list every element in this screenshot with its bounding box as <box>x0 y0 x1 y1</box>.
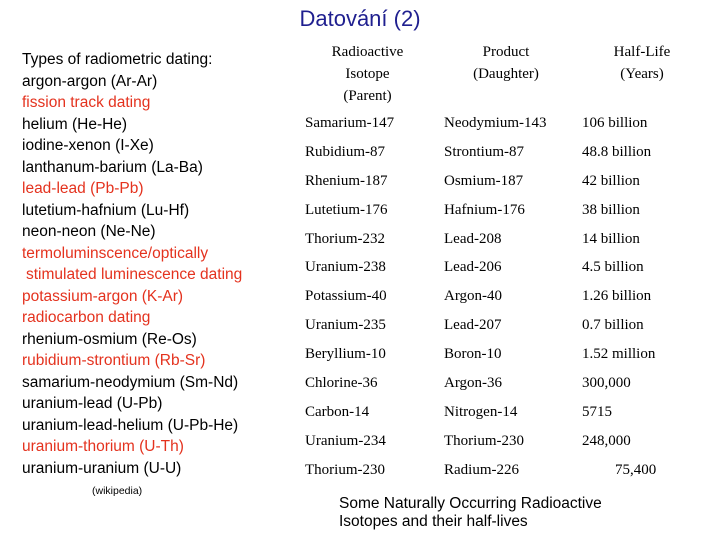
cell-parent: Lutetium-176 <box>305 201 388 218</box>
table-row <box>298 311 709 340</box>
cell-parent: Uranium-235 <box>305 317 386 334</box>
header-parent-line: Isotope <box>345 65 390 82</box>
cell-daughter: Strontium-87 <box>444 143 525 160</box>
header-half-life-line: (Years) <box>620 65 664 82</box>
list-item: uranium-uranium (U-U) <box>22 459 182 477</box>
cell-parent: Thorium-232 <box>305 230 385 247</box>
list-item: rubidium-strontium (Rb-Sr) <box>22 352 206 369</box>
table-row <box>298 225 709 254</box>
cell-half-life: 1.26 billion <box>582 288 652 305</box>
list-item: helium (He-He) <box>22 115 128 133</box>
table-row <box>298 398 709 427</box>
table-header-row <box>298 38 709 109</box>
list-item: uranium-lead (U-Pb) <box>22 395 163 412</box>
cell-half-life: 4.5 billion <box>582 259 644 276</box>
cell-half-life: 0.7 billion <box>582 317 644 334</box>
list-item: rhenium-osmium (Re-Os) <box>22 330 197 348</box>
cell-daughter: Nitrogen-14 <box>444 403 518 420</box>
header-daughter-line: (Daughter) <box>473 65 539 82</box>
cell-parent: Rubidium-87 <box>305 143 386 160</box>
dating-types-list <box>22 49 292 479</box>
list-heading <box>22 49 292 71</box>
list-heading-text: Types of radiometric dating <box>22 51 209 68</box>
cell-parent: Samarium-147 <box>305 114 395 131</box>
table-row <box>298 253 709 282</box>
cell-half-life: 42 billion <box>582 172 640 189</box>
cell-parent: Thorium-230 <box>305 461 385 478</box>
header-parent-line: (Parent) <box>343 87 392 104</box>
table-row <box>298 196 709 225</box>
cell-half-life: 300,000 <box>582 374 631 391</box>
table-row <box>298 282 709 311</box>
cell-daughter: Argon-36 <box>444 374 503 391</box>
cell-daughter: Radium-226 <box>444 461 519 478</box>
cell-half-life: 248,000 <box>582 432 631 449</box>
cell-daughter: Argon-40 <box>444 288 503 305</box>
table-caption <box>339 495 602 530</box>
cell-half-life: 75,400 <box>615 461 657 478</box>
cell-daughter: Lead-206 <box>444 259 502 276</box>
table-row <box>298 427 709 456</box>
list-item: potassium-argon (K-Ar) <box>22 287 184 305</box>
cell-daughter: Lead-208 <box>444 230 502 247</box>
list-item: lanthanum-barium (La-Ba) <box>22 158 203 176</box>
list-item: uranium-thorium (U-Th) <box>22 438 184 455</box>
cell-parent: Beryllium-10 <box>305 346 386 363</box>
table-row <box>298 109 709 138</box>
cell-daughter: Osmium-187 <box>444 172 524 189</box>
table-body <box>298 109 709 485</box>
table-row <box>298 456 709 485</box>
header-daughter-line: Product <box>482 43 530 60</box>
isotope-table-container <box>298 38 709 485</box>
list-items <box>22 71 292 480</box>
page-title: Datování (2) <box>299 6 421 31</box>
list-item: fission track dating <box>22 94 151 111</box>
table-row <box>298 369 709 398</box>
cell-daughter: Boron-10 <box>444 346 502 363</box>
header-half-life <box>575 38 709 109</box>
cell-half-life: 38 billion <box>582 201 640 218</box>
list-item: samarium-neodymium (Sm-Nd) <box>22 373 239 391</box>
cell-half-life: 14 billion <box>582 230 640 247</box>
table-row <box>298 138 709 167</box>
caption-line-2: Isotopes and their half-lives <box>339 512 528 530</box>
list-item: radiocarbon dating <box>22 309 151 326</box>
header-half-life-line: Half-Life <box>613 43 671 60</box>
cell-parent: Uranium-238 <box>305 259 386 276</box>
cell-half-life: 5715 <box>582 403 612 420</box>
list-heading-colon: : <box>208 51 213 68</box>
cell-daughter: Lead-207 <box>444 317 502 334</box>
cell-daughter: Thorium-230 <box>444 432 524 449</box>
list-item: argon-argon (Ar-Ar) <box>22 72 158 90</box>
header-parent-line: Radioactive <box>331 43 404 60</box>
cell-half-life: 1.52 million <box>582 346 656 363</box>
cell-parent: Rhenium-187 <box>305 172 388 189</box>
cell-parent: Chlorine-36 <box>305 374 378 391</box>
cell-half-life: 48.8 billion <box>582 143 652 160</box>
isotope-table <box>298 38 709 485</box>
list-item: termoluminscence/optically <box>22 244 209 262</box>
table-row <box>298 167 709 196</box>
list-item: neon-neon (Ne-Ne) <box>22 223 156 240</box>
list-item: stimulated luminescence dating <box>26 266 243 283</box>
list-item: uranium-lead-helium (U-Pb-He) <box>22 416 239 434</box>
table-row <box>298 340 709 369</box>
list-item: iodine-xenon (I-Xe) <box>22 137 154 154</box>
cell-half-life: 106 billion <box>582 114 648 131</box>
header-parent <box>298 38 437 109</box>
list-item: lutetium-hafnium (Lu-Hf) <box>22 201 190 219</box>
cell-daughter: Hafnium-176 <box>444 201 525 218</box>
cell-daughter: Neodymium-143 <box>444 114 547 131</box>
caption-line-1: Some Naturally Occurring Radioactive <box>339 495 602 512</box>
cell-parent: Potassium-40 <box>305 288 387 305</box>
header-daughter <box>437 38 575 109</box>
source-note: (wikipedia) <box>92 485 143 497</box>
cell-parent: Uranium-234 <box>305 432 386 449</box>
list-item: lead-lead (Pb-Pb) <box>22 180 144 197</box>
cell-parent: Carbon-14 <box>305 403 370 420</box>
